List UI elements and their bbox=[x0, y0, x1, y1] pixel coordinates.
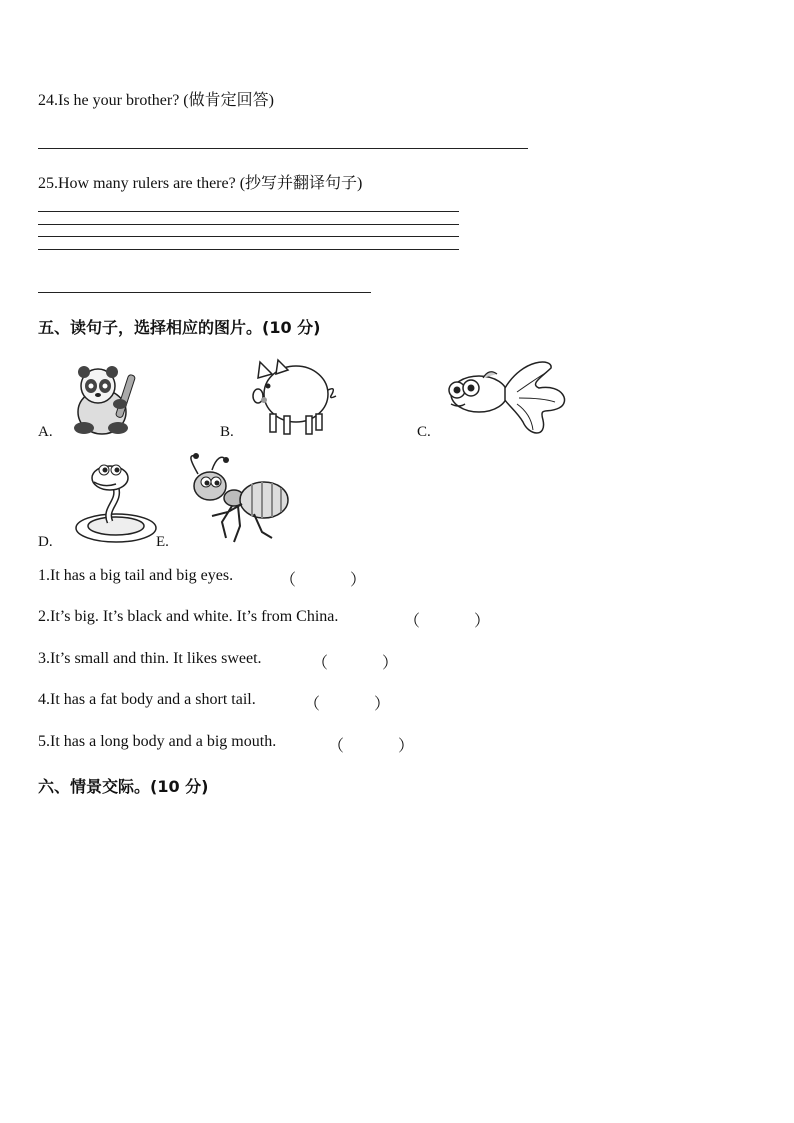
answer-paren-4[interactable]: （ ） bbox=[304, 696, 391, 713]
option-a-label: A. bbox=[38, 424, 53, 440]
writing-line-1[interactable] bbox=[38, 211, 459, 212]
question-24: 24.Is he your brother? (做肯定回答) bbox=[38, 92, 274, 109]
question-4: 4.It has a fat body and a short tail. （ ） bbox=[38, 691, 391, 713]
snake-icon[interactable] bbox=[70, 458, 158, 546]
answer-paren-3[interactable]: （ ） bbox=[312, 655, 399, 672]
writing-line-2[interactable] bbox=[38, 224, 459, 225]
answer-paren-1[interactable]: （ ） bbox=[280, 572, 367, 589]
option-c-label: C. bbox=[417, 424, 431, 440]
option-b-label: B. bbox=[220, 424, 234, 440]
answer-paren-5[interactable]: （ ） bbox=[328, 738, 415, 755]
pig-icon[interactable] bbox=[250, 356, 340, 438]
goldfish-icon[interactable] bbox=[443, 358, 573, 440]
question-3: 3.It’s small and thin. It likes sweet. （ ） bbox=[38, 650, 399, 672]
question-1: 1.It has a big tail and big eyes. （ ） bbox=[38, 567, 367, 589]
answer-paren-2[interactable]: （ ） bbox=[404, 613, 491, 630]
panda-icon[interactable] bbox=[64, 364, 146, 438]
writing-line-3[interactable] bbox=[38, 236, 459, 237]
section-6-title: 六、情景交际。(10 分) bbox=[38, 777, 209, 796]
ant-icon[interactable] bbox=[182, 452, 294, 546]
question-5: 5.It has a long body and a big mouth. （ ） bbox=[38, 733, 415, 755]
question-2: 2.It’s big. It’s black and white. It’s from China. （ ） bbox=[38, 608, 491, 630]
translation-line[interactable] bbox=[38, 292, 371, 293]
section-5-title: 五、读句子，选择相应的图片。(10 分) bbox=[38, 318, 321, 337]
option-e-label: E. bbox=[156, 534, 169, 550]
writing-line-4[interactable] bbox=[38, 249, 459, 250]
answer-line-24[interactable] bbox=[38, 148, 528, 149]
option-d-label: D. bbox=[38, 534, 53, 550]
question-25: 25.How many rulers are there? (抄写并翻译句子) bbox=[38, 175, 363, 192]
